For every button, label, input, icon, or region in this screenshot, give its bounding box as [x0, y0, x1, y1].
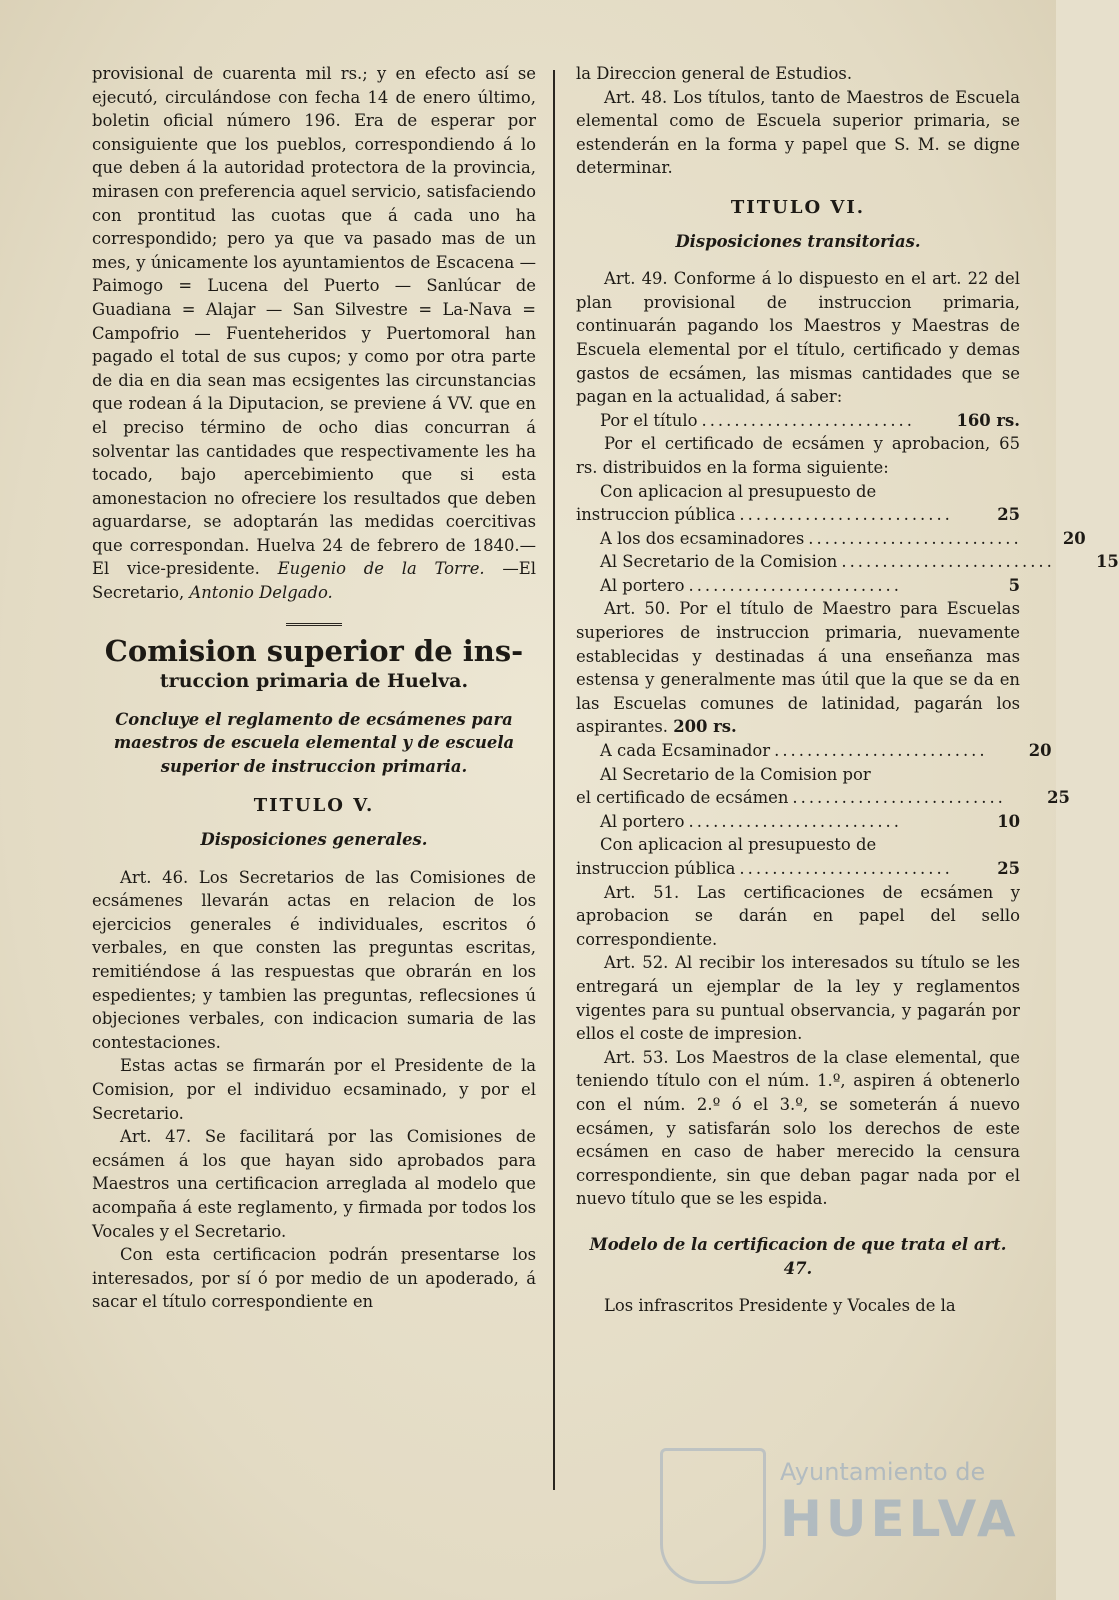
fee-label: Por el título: [600, 410, 698, 430]
fee-row: [576, 810, 1020, 834]
fee-row-line: [576, 763, 1020, 787]
fee-amount: 15: [1096, 552, 1119, 572]
fee-label: Con aplicacion al presupuesto de: [600, 835, 877, 855]
leader-dots: ..........................: [688, 811, 902, 831]
fee-row: [576, 409, 1020, 433]
fee-row: [576, 574, 1020, 598]
leader-dots: ..........................: [739, 505, 953, 525]
fee-amount: 20: [1028, 741, 1052, 761]
fee-label: Al portero: [600, 575, 685, 595]
separator: [286, 623, 342, 626]
signature-secretary: Antonio Delgado.: [189, 583, 333, 603]
right-column: [576, 62, 1119, 1318]
fee-row: [576, 503, 1020, 527]
fee-row: [576, 857, 1020, 881]
article-50-text: Art. 50. Por el título de Maestro para Escuelas superiores de instruccion primaria, nuevamente establecidas y destinadas á una enseñanza mas estensa y generalmente mas útil que la que se da en las Escuelas comunes de latinidad, pagarán los aspirantes.: [576, 599, 1020, 737]
leader-dots: ..........................: [808, 528, 1022, 548]
article-52: Art. 52. Al recibir los interesados su título se les entregará un ejemplar de la ley y reglamentos vigentes para su puntual observancia, y pagarán por ellos el coste de impresion.: [576, 953, 1020, 1044]
article-46-cont: Estas actas se firmarán por el Presidente de la Comision, por el individuo ecsaminado, y por el Secretario.: [92, 1056, 536, 1123]
article-47-cont: Con esta certificacion podrán presentarse los interesados, por sí ó por medio de un apoderado, á sacar el título correspondiente en: [92, 1245, 536, 1312]
article-46: Art. 46. Los Secretarios de las Comisiones de ecsámenes llevarán actas en relacion de los ejercicios generales é individuales, escritos ó verbales, en que consten las preguntas escritas, remitiéndose á las respuestas que obrarán en los espedientes; y tambien las preguntas, reflecsiones ú objeciones verbales, con indicacion sumaria de las contestaciones.: [92, 867, 536, 1052]
watermark: [650, 1440, 1030, 1590]
article-50: [576, 597, 1020, 739]
section-heading-line2: truccion primaria de Huelva.: [159, 669, 469, 692]
fee-row: [576, 739, 1052, 763]
fee-row: [576, 527, 1086, 551]
leader-dots: ..........................: [792, 788, 1006, 808]
titulo-vi: TITULO VI.: [730, 196, 866, 218]
section-heading: Comision superior de ins-: [104, 633, 524, 668]
signature-secretary-prefix: —El Secretario,: [92, 559, 537, 603]
titulo-v: TITULO V.: [253, 795, 375, 817]
fee-amount: 25: [997, 505, 1020, 525]
watermark-line2: HUELVA: [780, 1490, 1020, 1548]
fee-label: A cada Ecsaminador: [600, 741, 771, 761]
fee-amount: 25: [997, 859, 1020, 878]
leader-dots: ..........................: [739, 859, 953, 878]
leader-dots: ..........................: [774, 741, 988, 761]
article-49-cont: Por el certificado de ecsámen y aprobacion, 65 rs. distribuidos en la forma siguiente:: [576, 434, 1020, 477]
disposiciones-transitorias: Disposiciones transitorias.: [675, 231, 921, 251]
fee-label: Al Secretario de la Comision por: [600, 764, 871, 784]
leader-dots: ..........................: [701, 410, 915, 430]
leader-dots: ..........................: [841, 552, 1055, 572]
modelo-heading: Modelo de la certificacion de que trata el art. 47.: [589, 1234, 1007, 1278]
fee-label: instruccion pública: [576, 505, 736, 525]
coat-of-arms-icon: [660, 1448, 766, 1584]
fee-label: Al portero: [600, 811, 685, 831]
fee-label: Al Secretario de la Comision: [600, 552, 838, 572]
fee-amount: 25: [1047, 788, 1070, 808]
fee-amount: 10: [997, 811, 1020, 831]
watermark-line1: Ayuntamiento de: [780, 1458, 986, 1486]
intro-paragraph: provisional de cuarenta mil rs.; y en efecto así se ejecutó, circulándose con fecha 14 de enero último, boletin oficial número 196. Era de esperar por consiguiente que los pueblos, correspondiendo á lo que deben á la autoridad protectora de la provincia, mirasen con preferencia aquel servicio, satisfaciendo con prontitud las cuotas que á cada uno ha correspondido; pero ya que va pasado mas de un mes, y únicamente los ayuntamientos de Escacena — Paimogo = Lucena del Puerto — Sanlúcar de Guadiana = Alajar — San Silvestre = La-Nava = Campofrio — Fuenteheridos y Puertomoral han pagado el total de sus cupos; y como por otra parte de dia en dia sean mas ecsigentes las circunstancias que rodean á la Diputacion, se previene á VV. que en el preciso término de ocho dias concurran á solventar las cantidades que respectivamente les ha tocado, bajo apercebimiento que si esta amonestacion no ofreciere los resultados que deben aguardarse, se adoptarán las medidas coercitivas que correspondan. Huelva 24 de febrero de 1840.—El vice-presidente.: [92, 64, 536, 579]
fee-label: instruccion pública: [576, 859, 736, 878]
fee-row-line: [576, 833, 1020, 857]
fee-amount: 20: [1062, 528, 1086, 548]
article-48: Art. 48. Los títulos, tanto de Maestros de Escuela elemental como de Escuela superior primaria, se estenderán en la forma y papel que S. M. se digne determinar.: [576, 87, 1020, 178]
article-53: Art. 53. Los Maestros de la clase elemental, que teniendo título con el núm. 1.º, aspiren á obtenerlo con el núm. 2.º ó el 3.º, se someterán á nuevo ecsámen, y satisfarán solo los derechos de este ecsámen en caso de haber merecido la censura correspondiente, sin que deban pagar nada por el nuevo título que se les espida.: [576, 1047, 1020, 1209]
fee-row: [576, 786, 1070, 810]
fee-label: Con aplicacion al presupuesto de: [600, 481, 877, 501]
continuation: la Direccion general de Estudios.: [576, 64, 853, 83]
fee-label: A los dos ecsaminadores: [600, 528, 805, 548]
fee-label: el certificado de ecsámen: [576, 788, 789, 808]
last-line: Los infrascritos Presidente y Vocales de la: [604, 1296, 956, 1316]
left-column: [92, 62, 536, 1314]
disposiciones-generales: Disposiciones generales.: [200, 830, 428, 850]
article-51: Art. 51. Las certificaciones de ecsámen y aprobacion se darán en papel del sello correspondiente.: [576, 882, 1020, 949]
fee-amount: 200 rs.: [673, 717, 737, 737]
section-subtitle: Concluye el reglamento de ecsámenes para maestros de escuela elemental y de escuela superior de instruccion primaria.: [113, 709, 515, 776]
fee-row: [576, 550, 1119, 574]
fee-row-line: [576, 480, 1020, 504]
fee-amount: 160 rs.: [956, 410, 1020, 430]
signature-vice-president: Eugenio de la Torre.: [277, 559, 485, 579]
leader-dots: ..........................: [688, 575, 902, 595]
article-47: Art. 47. Se facilitará por las Comisiones de ecsámen á los que hayan sido aprobados para Maestros una certificacion arreglada al modelo que acompaña á este reglamento, y firmada por todos los Vocales y el Secretario.: [92, 1127, 536, 1241]
fee-amount: 5: [1008, 575, 1020, 595]
article-49: Art. 49. Conforme á lo dispuesto en el art. 22 del plan provisional de instruccion primaria, continuarán pagando los Maestros y Maestras de Escuela elemental por el título, certificado y demas gastos de ecsámen, las mismas cantidades que se pagan en la actualidad, á saber:: [576, 269, 1020, 407]
column-rule: [553, 70, 555, 1490]
